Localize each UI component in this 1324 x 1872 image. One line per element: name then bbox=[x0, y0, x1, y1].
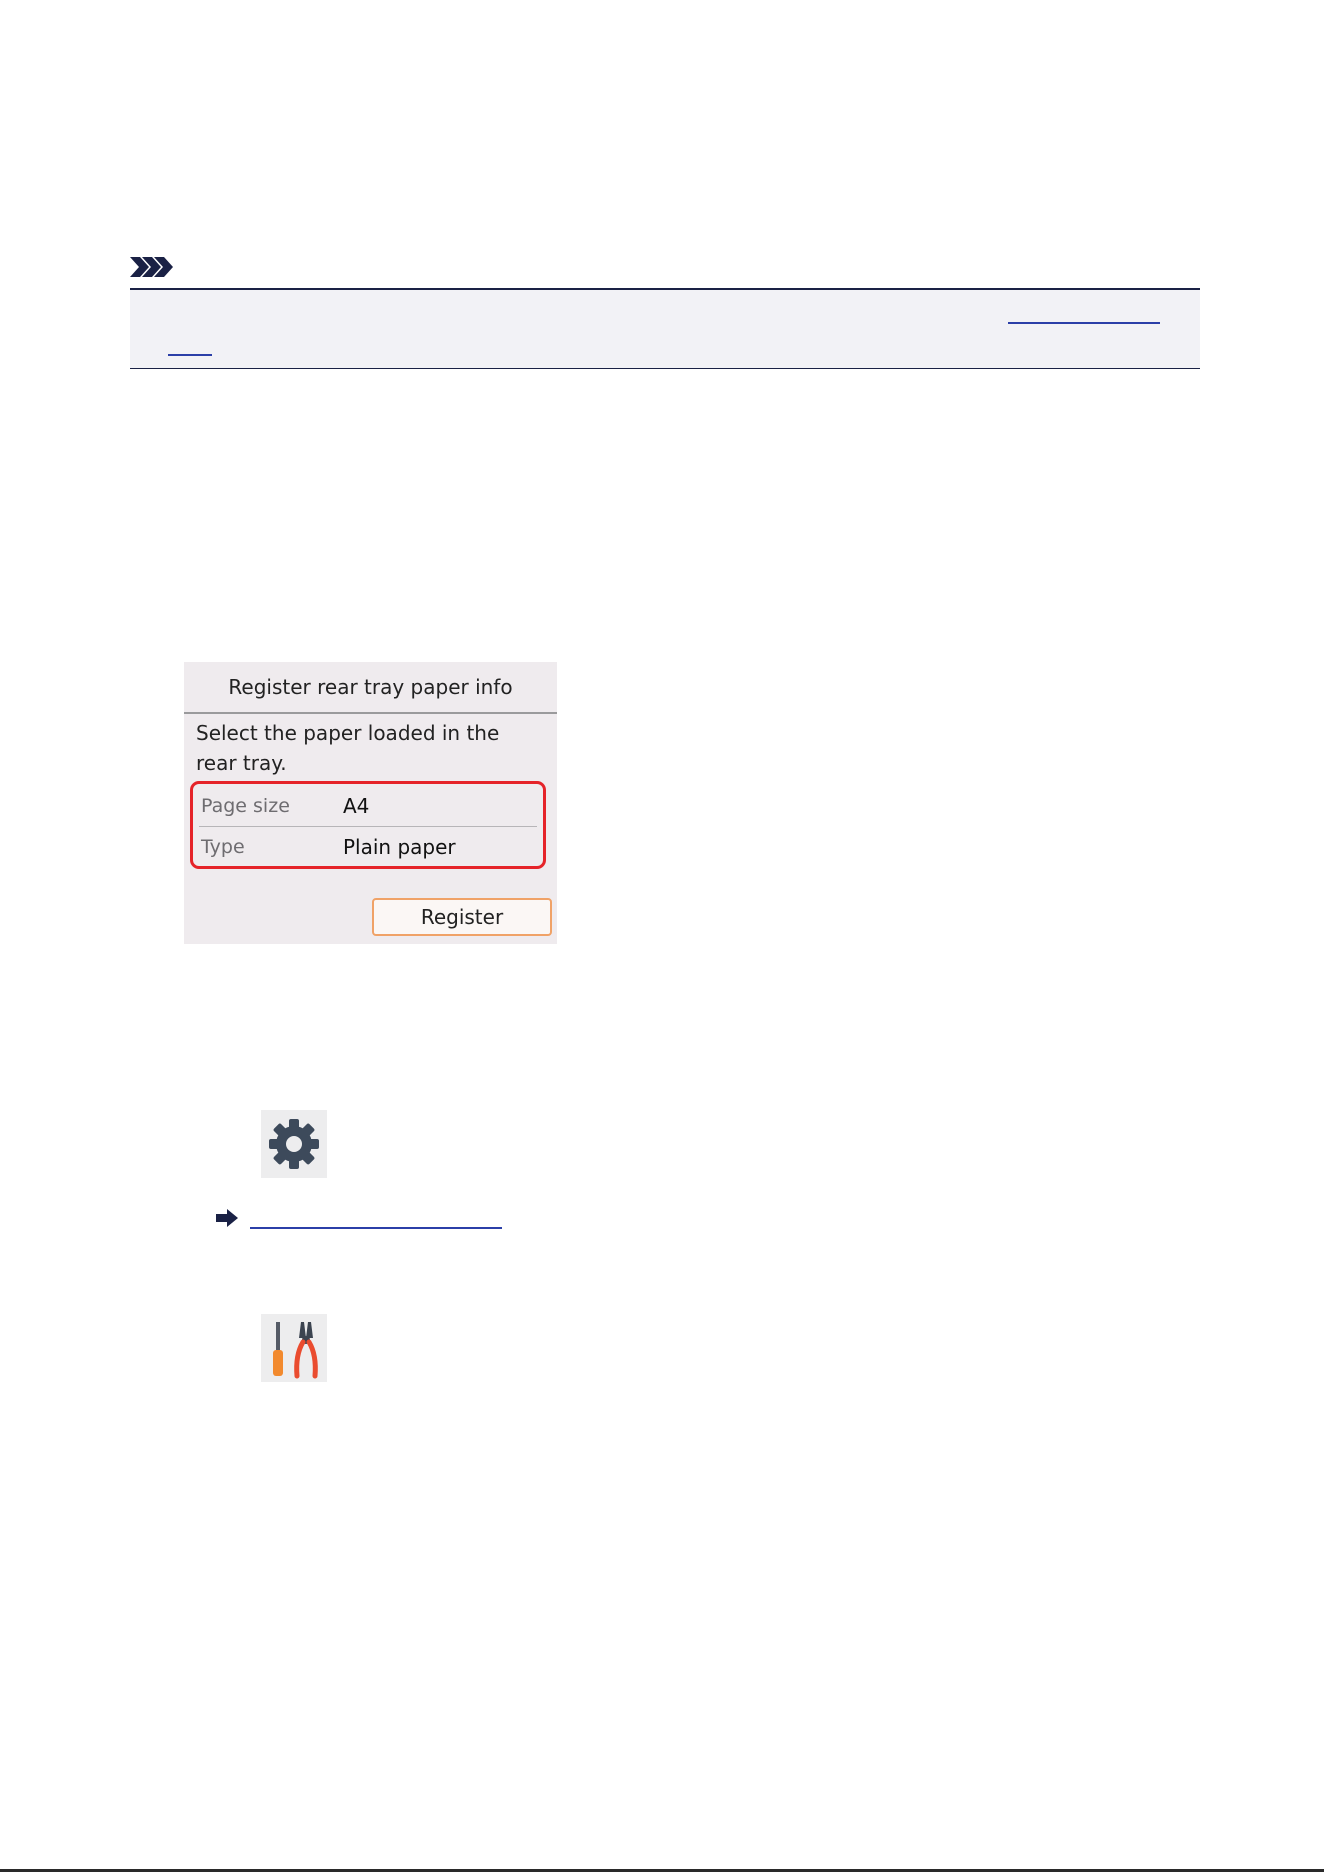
note-chevrons-icon bbox=[130, 254, 174, 280]
type-label: Type bbox=[201, 836, 245, 858]
tools-icon bbox=[264, 1316, 324, 1380]
paper-settings-highlight bbox=[190, 781, 546, 869]
arrow-right-icon bbox=[216, 1209, 238, 1227]
setup-reference-link[interactable] bbox=[250, 1207, 502, 1229]
title-divider bbox=[184, 712, 557, 714]
page-size-label: Page size bbox=[201, 795, 290, 817]
screen-title: Register rear tray paper info bbox=[228, 675, 513, 699]
note-link-continued[interactable] bbox=[168, 330, 212, 356]
register-button[interactable]: Register bbox=[372, 898, 552, 936]
note-link[interactable] bbox=[1008, 298, 1160, 324]
page-size-row[interactable] bbox=[199, 786, 543, 826]
register-paper-info-screen bbox=[184, 662, 557, 944]
type-value: Plain paper bbox=[343, 835, 456, 859]
gear-icon bbox=[266, 1116, 322, 1172]
setup-cross-reference bbox=[216, 1206, 502, 1230]
maintenance-tile bbox=[261, 1314, 327, 1382]
setup-tile bbox=[261, 1110, 327, 1178]
page-size-value: A4 bbox=[343, 794, 370, 818]
screen-message bbox=[196, 718, 536, 778]
message-line-2: rear tray. bbox=[196, 751, 287, 775]
message-line-1: Select the paper loaded in the bbox=[196, 721, 500, 745]
type-row[interactable] bbox=[199, 827, 543, 867]
